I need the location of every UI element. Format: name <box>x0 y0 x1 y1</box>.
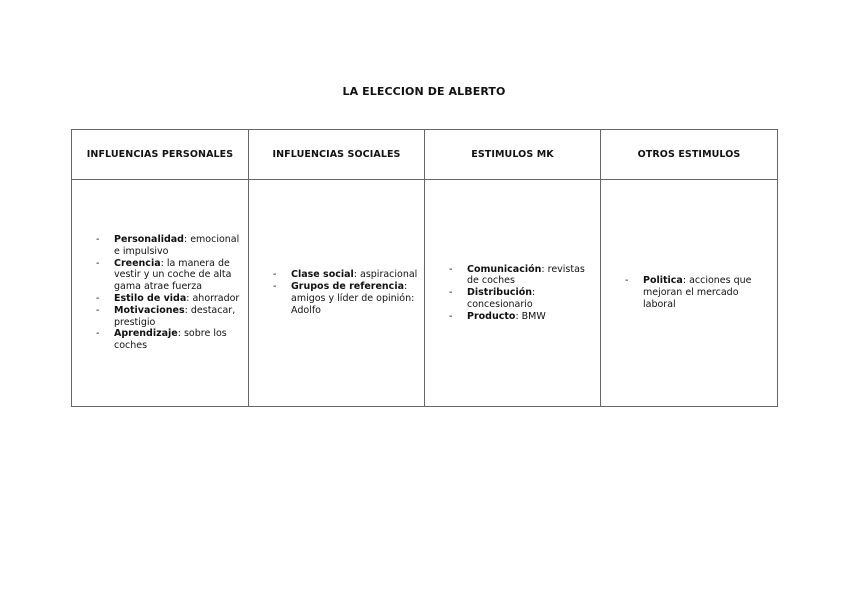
cell-otros-estimulos <box>601 180 778 407</box>
item-term: Politica <box>643 275 683 287</box>
list-influencias-personales <box>72 234 248 352</box>
item-term: Estilo de vida <box>114 293 187 304</box>
header-otros-estimulos: OTROS ESTIMULOS <box>601 130 778 180</box>
list-influencias-sociales <box>249 269 424 316</box>
header-influencias-sociales: INFLUENCIAS SOCIALES <box>249 130 425 180</box>
item-desc: : acciones que mejoran el mercado laboral <box>643 275 752 310</box>
item-term: Aprendizaje <box>114 328 178 340</box>
item-desc: : concesionario <box>467 287 536 310</box>
item-desc: : emocional e impulsivo <box>114 234 240 257</box>
list-item <box>96 305 242 329</box>
item-desc: : la manera de vestir y un coche de alta gama atrae fuerza <box>114 257 232 293</box>
item-term: Clase social <box>291 269 354 281</box>
item-term: Producto <box>467 310 516 322</box>
list-item <box>625 275 771 310</box>
list-item <box>273 269 418 281</box>
item-term: Distribución <box>467 287 533 299</box>
cell-estimulos-mk <box>425 180 601 407</box>
list-estimulos-mk <box>425 264 600 323</box>
document-title: LA ELECCION DE ALBERTO <box>342 85 506 98</box>
item-term: Grupos de referencia <box>291 281 404 293</box>
cell-influencias-personales <box>72 180 249 407</box>
header-influencias-personales: INFLUENCIAS PERSONALES <box>72 130 249 180</box>
list-item <box>273 281 418 316</box>
cell-influencias-sociales <box>249 180 425 407</box>
item-desc: : destacar, prestigio <box>114 304 236 328</box>
list-item <box>96 234 242 258</box>
list-item <box>449 287 594 311</box>
list-item <box>449 264 594 288</box>
item-term: Comunicación <box>467 263 542 275</box>
header-estimulos-mk: ESTIMULOS MK <box>425 130 601 180</box>
list-item <box>449 311 594 323</box>
list-item <box>96 328 242 352</box>
item-term: Personalidad <box>114 234 184 246</box>
item-desc: : revistas de coches <box>467 263 585 287</box>
item-desc: : BMW <box>515 310 546 322</box>
item-term: Creencia <box>114 257 161 269</box>
table-header-row <box>72 130 778 180</box>
item-desc: : ahorrador <box>186 293 240 304</box>
list-item <box>96 258 242 293</box>
table-body-row <box>72 180 778 407</box>
item-desc: : aspiracional <box>353 269 418 281</box>
list-item <box>96 293 242 305</box>
item-desc: : amigos y líder de opinión: Adolfo <box>291 281 415 316</box>
influences-table <box>71 129 778 407</box>
list-otros-estimulos <box>601 275 777 310</box>
item-term: Motivaciones <box>114 304 185 316</box>
item-desc: : sobre los coches <box>114 328 227 352</box>
